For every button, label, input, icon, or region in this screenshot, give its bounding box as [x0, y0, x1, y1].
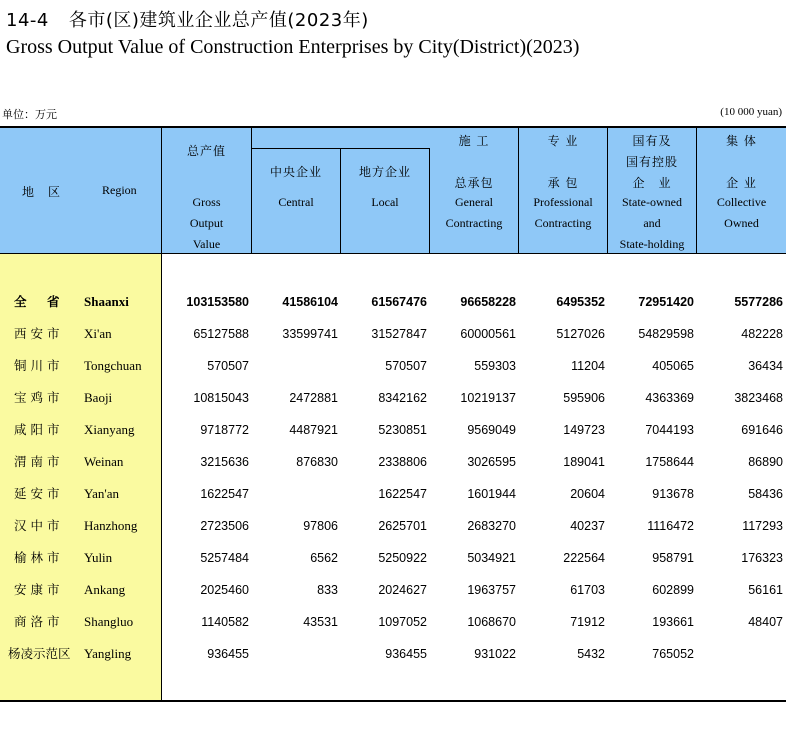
region-name-en: Xianyang	[84, 422, 135, 437]
cell-gross: 2723506	[200, 519, 249, 533]
cell-local: 61567476	[371, 295, 427, 309]
header-central-en: Central	[278, 195, 314, 209]
cell-local: 2338806	[378, 455, 427, 469]
header-state-cn1: 国有及	[632, 134, 672, 148]
cell-state: 1758644	[645, 455, 694, 469]
cell-professional: 5432	[577, 647, 605, 661]
cell-central: 2472881	[289, 391, 338, 405]
cell-collective: 86890	[748, 455, 783, 469]
cell-professional: 595906	[563, 391, 605, 405]
region-name-en: Hanzhong	[84, 518, 138, 533]
cell-professional: 149723	[563, 423, 605, 437]
cell-collective: 117293	[742, 519, 783, 533]
cell-gross: 9718772	[200, 423, 249, 437]
header-region-en: Region	[102, 183, 137, 197]
table-row	[0, 414, 786, 446]
cell-state: 54829598	[638, 327, 694, 341]
cell-collective: 36434	[748, 359, 783, 373]
unit-label-en: (10 000 yuan)	[720, 106, 782, 118]
cell-gross: 103153580	[186, 295, 249, 309]
region-name-cn: 全 省	[14, 294, 64, 309]
header-general-en2: Contracting	[445, 216, 503, 230]
cell-collective: 48407	[748, 615, 783, 629]
cell-state: 405065	[652, 359, 694, 373]
region-name-cn: 安康市	[14, 582, 64, 597]
cell-gross: 570507	[207, 359, 249, 373]
cell-central: 41586104	[282, 295, 338, 309]
cell-professional: 71912	[570, 615, 605, 629]
region-name-cn: 西安市	[14, 326, 64, 341]
region-name-cn: 咸阳市	[14, 422, 64, 437]
cell-general: 2683270	[467, 519, 516, 533]
header-general	[430, 128, 519, 254]
cell-local: 5250922	[378, 551, 427, 565]
header-state-cn3: 企 业	[632, 176, 672, 190]
table-row-total	[0, 286, 786, 318]
cell-local: 1097052	[378, 615, 427, 629]
cell-general: 10219137	[460, 391, 516, 405]
cell-state: 602899	[652, 583, 694, 597]
table-row	[0, 318, 786, 350]
cell-central: 876830	[296, 455, 338, 469]
region-name-cn: 汉中市	[14, 518, 64, 533]
header-gross-cn: 总产值	[186, 144, 226, 158]
cell-local: 1622547	[378, 487, 427, 501]
header-state-cn2: 国有控股	[625, 155, 678, 169]
cell-collective: 691646	[741, 423, 783, 437]
region-name-cn: 杨凌示范区	[8, 646, 71, 661]
cell-gross: 10815043	[193, 391, 249, 405]
region-name-cn: 延安市	[14, 486, 64, 501]
cell-gross: 3215636	[200, 455, 249, 469]
header-state-en1: State-owned	[622, 195, 682, 209]
cell-state: 958791	[652, 551, 694, 565]
cell-central: 833	[317, 583, 338, 597]
header-local-cn: 地方企业	[358, 165, 411, 179]
header-gross-en1: Gross	[192, 195, 221, 209]
header-region	[0, 128, 162, 254]
table-row	[0, 382, 786, 414]
cell-gross: 1622547	[200, 487, 249, 501]
cell-local: 936455	[385, 647, 427, 661]
cell-general: 559303	[474, 359, 516, 373]
region-name-en: Shangluo	[84, 614, 134, 629]
cell-collective: 5577286	[734, 295, 783, 309]
cell-local: 8342162	[378, 391, 427, 405]
cell-central: 97806	[303, 519, 338, 533]
header-region-cn: 地 区	[22, 185, 62, 199]
header-general-en1: General	[455, 195, 493, 209]
cell-central: 33599741	[282, 327, 338, 341]
region-name-en: Yangling	[84, 646, 132, 661]
region-name-cn: 宝鸡市	[14, 390, 64, 405]
cell-general: 60000561	[460, 327, 516, 341]
header-professional	[519, 128, 608, 254]
cell-general: 9569049	[467, 423, 516, 437]
cell-general: 3026595	[467, 455, 516, 469]
header-collective-cn2: 企 业	[726, 176, 757, 190]
cell-professional: 20604	[570, 487, 605, 501]
cell-state: 72951420	[638, 295, 694, 309]
cell-general: 931022	[474, 647, 516, 661]
header-general-cn-top: 施 工	[458, 134, 490, 148]
table-row	[0, 606, 786, 638]
header-collective	[697, 128, 786, 254]
table-header	[0, 128, 786, 254]
cell-collective: 482228	[741, 327, 783, 341]
cell-state: 193661	[652, 615, 694, 629]
cell-professional: 189041	[563, 455, 605, 469]
cell-gross: 936455	[207, 647, 249, 661]
cell-gross: 1140582	[201, 615, 249, 629]
cell-general: 1963757	[467, 583, 516, 597]
cell-local: 2024627	[378, 583, 427, 597]
table-row	[0, 574, 786, 606]
cell-professional: 5127026	[556, 327, 605, 341]
header-state-en2: and	[643, 216, 661, 230]
cell-central: 43531	[303, 615, 338, 629]
cell-state: 7044193	[645, 423, 694, 437]
cell-state: 4363369	[645, 391, 694, 405]
cell-professional: 40237	[570, 519, 605, 533]
table-row	[0, 510, 786, 542]
cell-collective: 3823468	[734, 391, 783, 405]
table-row	[0, 446, 786, 478]
header-professional-cn-top: 专 业	[547, 134, 579, 148]
header-general-cn: 总承包	[454, 176, 494, 190]
cell-state: 1116472	[647, 519, 694, 533]
header-central	[252, 149, 341, 254]
page-title-en: Gross Output Value of Construction Enterprises by City(District)(2023)	[6, 36, 580, 58]
region-name-en: Ankang	[84, 582, 126, 597]
header-state-en3: State-holding	[619, 237, 685, 251]
cell-local: 5230851	[378, 423, 427, 437]
cell-professional: 222564	[563, 551, 605, 565]
cell-professional: 61703	[570, 583, 605, 597]
header-collective-en1: Collective	[716, 195, 767, 209]
header-central-cn: 中央企业	[269, 165, 322, 179]
cell-gross: 2025460	[200, 583, 249, 597]
header-state	[608, 128, 697, 254]
region-name-en: Yan'an	[84, 486, 119, 501]
header-professional-en2: Contracting	[534, 216, 592, 230]
cell-state: 765052	[652, 647, 694, 661]
cell-collective: 56161	[748, 583, 783, 597]
bottom-rule	[0, 700, 786, 702]
cell-general: 5034921	[467, 551, 516, 565]
cell-gross: 65127588	[193, 327, 249, 341]
unit-label-cn: 单位：万元	[2, 108, 57, 121]
region-name-en: Shaanxi	[84, 294, 129, 309]
cell-collective: 176323	[741, 551, 783, 565]
cell-professional: 11204	[571, 359, 605, 373]
cell-collective: 58436	[748, 487, 783, 501]
region-name-cn: 商洛市	[14, 614, 64, 629]
table-row	[0, 542, 786, 574]
region-name-cn: 铜川市	[14, 358, 64, 373]
cell-central: 6562	[310, 551, 338, 565]
region-name-en: Tongchuan	[84, 358, 142, 373]
table-title-cn: 各市(区)建筑业企业总产值(2023年)	[68, 10, 369, 31]
region-name-en: Weinan	[84, 454, 124, 469]
region-name-cn: 渭南市	[14, 454, 64, 469]
table-number: 14-4	[6, 10, 49, 31]
table-row	[0, 638, 786, 670]
header-professional-en1: Professional	[533, 195, 593, 209]
cell-local: 31527847	[371, 327, 427, 341]
header-local	[341, 149, 430, 254]
header-professional-cn: 承 包	[547, 176, 579, 190]
region-name-en: Yulin	[84, 550, 113, 565]
cell-gross: 5257484	[200, 551, 249, 565]
table-row	[0, 350, 786, 382]
header-collective-cn1: 集 体	[726, 134, 757, 148]
cell-general: 1068670	[467, 615, 516, 629]
cell-professional: 6495352	[556, 295, 605, 309]
header-collective-en2: Owned	[724, 216, 759, 230]
cell-state: 913678	[652, 487, 694, 501]
header-local-en: Local	[371, 195, 399, 209]
cell-central: 4487921	[289, 423, 338, 437]
header-gross-en2: Output	[189, 216, 224, 230]
cell-general: 1601944	[467, 487, 516, 501]
header-gross-en3: Value	[192, 237, 221, 251]
cell-local: 570507	[385, 359, 427, 373]
region-name-en: Baoji	[84, 390, 113, 405]
region-name-en: Xi'an	[84, 326, 112, 341]
table-row	[0, 478, 786, 510]
cell-local: 2625701	[378, 519, 427, 533]
region-name-cn: 榆林市	[14, 550, 64, 565]
page-title-cn	[6, 6, 369, 32]
header-gross	[162, 128, 252, 254]
cell-general: 96658228	[460, 295, 516, 309]
